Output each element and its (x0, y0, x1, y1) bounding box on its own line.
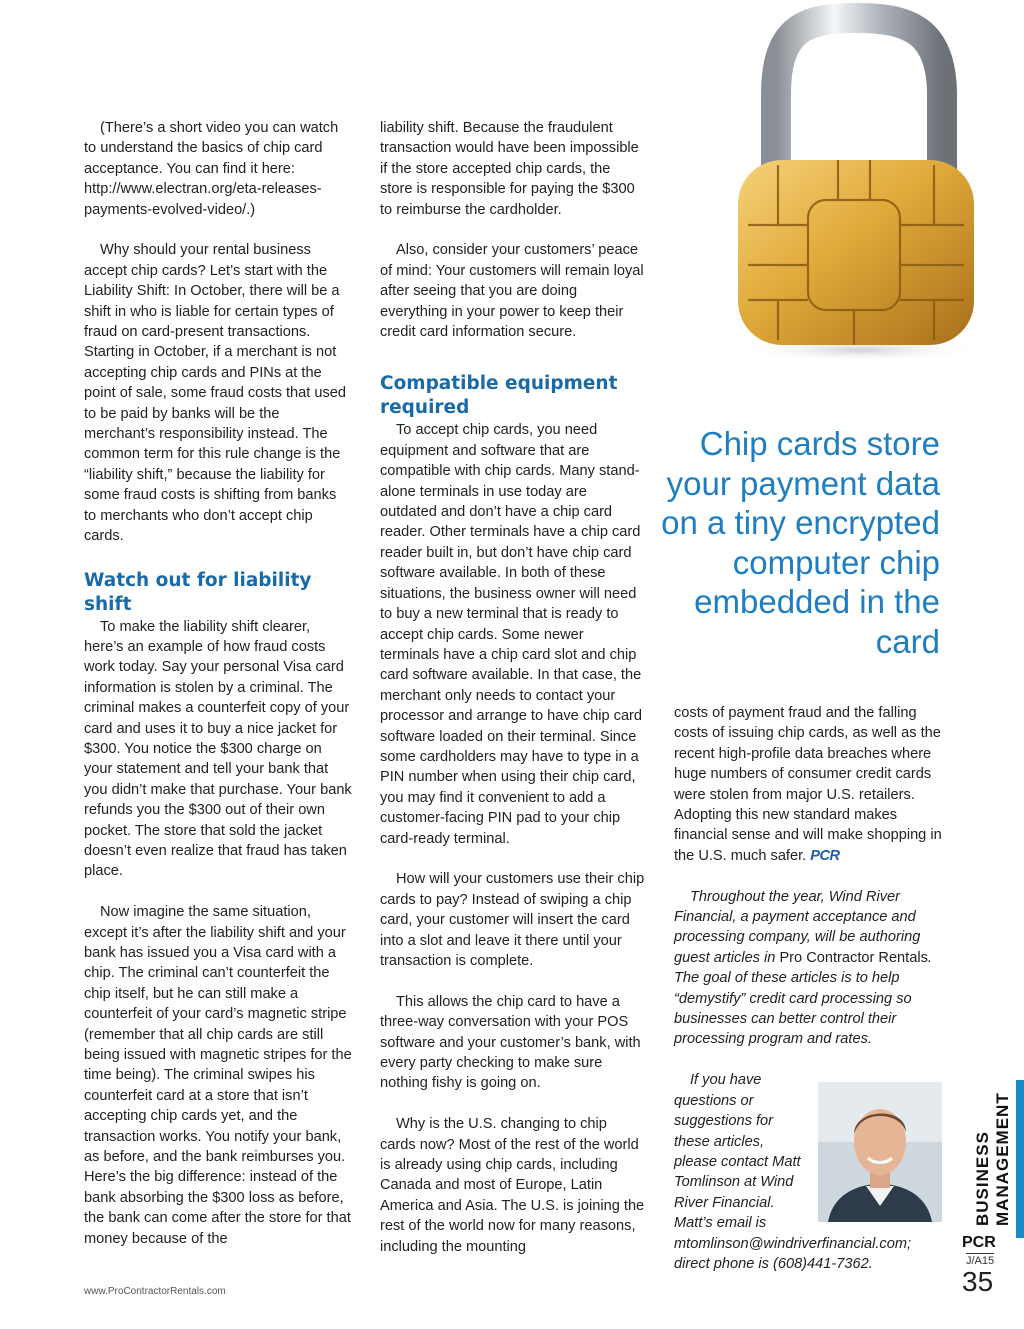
section-label-line2: MANAGEMENT (993, 1092, 1012, 1226)
paragraph: Why is the U.S. changing to chip cards now? Most of the rest of the world is already using chip cards, including Canada and most of Europe, Latin America and Asia. The U.S. is joining the rest of the world now for many reasons, including the mounting (380, 1116, 645, 1255)
publication-name: Pro Contractor Rentals (779, 949, 928, 966)
section-color-bar (1016, 1080, 1024, 1238)
section-label-line1: BUSINESS (973, 1131, 992, 1226)
paragraph: (There’s a short video you can watch to understand the basics of chip card acceptance. You can find it here: http://www.electran.org/eta-releases-payments-evolved-video/.) (84, 120, 339, 218)
author-note-text: . The goal of these articles is to help “demystify” credit card processing so businesses can better control their processing program and rates. (674, 949, 932, 1048)
magazine-logo: PCR (962, 1234, 996, 1251)
subheading-liability-shift: Watch out for liability shift (84, 569, 312, 615)
paragraph (674, 703, 942, 866)
author-note (674, 887, 942, 1050)
chip-padlock-image (718, 0, 988, 362)
paragraph: Also, consider your customers’ peace of mind: Your customers will remain loyal after seeing that you are doing everything in your power to keep their credit card information secure. (380, 242, 644, 341)
paragraph: To make the liability shift clearer, here’s an example of how fraud costs work today. Say your personal Visa card information is stolen by a criminal. The criminal makes a counterfeit copy of your card and uses it to buy a nice jacket for $300. You notice the $300 charge on your statement and tell your bank that you didn’t make that purchase. Your bank refunds you the $300 out of their own pocket. The store that sold the jacket doesn’t even realize that fraud has taken place. (84, 618, 352, 880)
subheading-compatible-equipment: Compatible equipment required (380, 373, 618, 419)
paragraph: Now imagine the same situation, except it’s after the liability shift and your bank has issued you a Visa card with a chip. The criminal can’t counterfeit the chip itself, but he can still make a counterfeit of your card’s magnetic stripe (remember that all chip cards are still being issued with magnetic stripes for the time being). The criminal swipes his counterfeit card at a store that isn’t accepting chip cards yet, and the transaction works. You notify your bank, as before, and the bank reimburses you. Here’s the big difference: instead of the bank absorbing the $300 loss as before, the bank can come after the store for that money because of the (84, 904, 352, 1247)
author-photo (818, 1082, 942, 1222)
paragraph: How will your customers use their chip cards to pay? Instead of swiping a chip card, your customer will insert the card into a slot and leave it there until your transaction is complete. (380, 871, 645, 969)
issue-label: J/A15 (966, 1255, 995, 1267)
paragraph: This allows the chip card to have a three-way conversation with your POS software and your customer’s bank, with every party checking to make sure nothing fishy is going on. (380, 993, 641, 1092)
section-label (962, 1080, 1024, 1230)
paragraph: liability shift. Because the fraudulent transaction would have been impossible if the store accepted chip cards, the store is responsible for paying the $300 to reimburse the cardholder. (380, 120, 639, 218)
article-column-1 (84, 118, 352, 1249)
article-column-2 (380, 118, 646, 1257)
paragraph: To accept chip cards, you need equipment and software that are compatible with chip cards. Many stand-alone terminals in use today are outdated and don’t have a chip card reader. Other terminals have a chip card reader built in, but don’t have chip card software available. In both of these situations, the business owner will need to buy a new terminal that is ready to accept chip cards. Some newer terminals have a chip card slot and chip card software available. In that case, the merchant only needs to contact your processor and arrange to have chip card software loaded on their terminal. Since some cardholders may have to type in a PIN number when using their chip card, you may find it convenient to add a customer-facing PIN pad to your chip card-ready terminal. (380, 422, 643, 847)
paragraph-text: costs of payment fraud and the falling costs of issuing chip cards, as well as the recent high-profile data breaches where huge numbers of consumer credit cards were stolen from major U.S. retailers. Adopting this new standard makes financial sense and will make shopping in the U.S. much safer. (674, 705, 942, 864)
author-note-text: Throughout the year, Wind River Financial, a payment acceptance and processing company, will be authoring guest articles in (674, 888, 921, 966)
footer-url: www.ProContractorRentals.com (84, 1286, 226, 1297)
page-number: 35 (962, 1266, 994, 1297)
contact-text: If you have questions or suggestions for these articles, please contact Matt Tomlinson at Wind River Financial. Matt’s email is mtomlinson@windriverfinancial.com; direct phone is (608)441-7362. (674, 1072, 912, 1272)
pull-quote: Chip cards store your payment data on a tiny encrypted computer chip embedded in the card (661, 425, 940, 660)
pcr-end-logo: PCR (810, 847, 840, 864)
paragraph: Why should your rental business accept chip cards? Let’s start with the Liability Shift: In October, there will be a shift in who is liable for certain types of fraud on card-present transactions. Starting in October, if a merchant is not accepting chip cards and PINs at the point of sale, some fraud costs that used to be paid by banks will be the merchant’s responsibility instead. The common term for this rule change is the “liability shift,” because the liability for some fraud costs is shifting from banks to merchants who don’t accept chip cards. (84, 242, 347, 545)
